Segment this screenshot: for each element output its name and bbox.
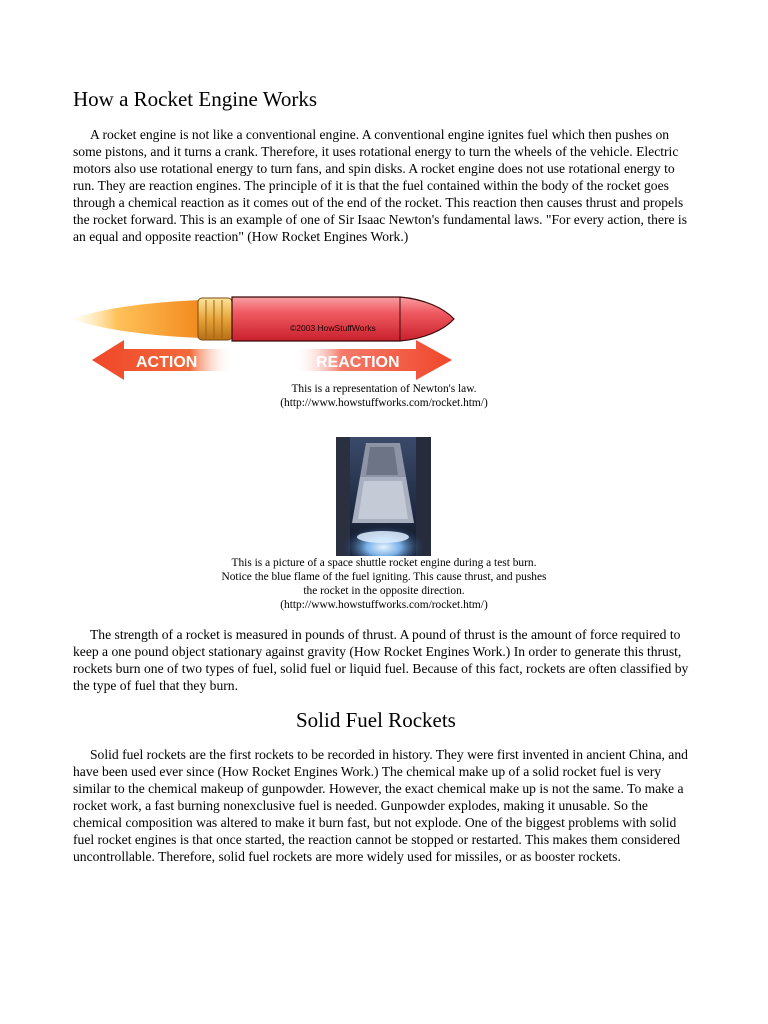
rocket-body [232,297,454,341]
rocket-action-reaction-diagram [72,294,456,386]
figure2-caption [174,556,594,612]
figure2-caption-line1: This is a picture of a space shuttle rocket engine during a test burn. [231,557,537,569]
figure1-caption-line2: (http://www.howstuffworks.com/rocket.htm/) [280,397,488,409]
intro-paragraph: A rocket engine is not like a conventional engine. A conventional engine ignites fuel which then pushes on some pistons, and it turns a crank. Therefore, it uses rotational energy to turn the wheels of the vehicle. Electric motors also use rotational energy to turn fans, and spin disks. A rocket engine does not use rotational energy to run. They are reaction engines. The principle of it is that the fuel contained within the body of the rocket goes through a chemical reaction as it comes out of the end of the rocket. This reaction then causes thrust and propels the rocket forward. This is an example of one of Sir Isaac Newton's fundamental laws. "For every action, there is an equal and opposite reaction" (How Rocket Engines Work.) [73,127,687,244]
flame-graphic [72,300,200,338]
figure1-caption-line1: This is a representation of Newton's law. [291,383,477,395]
reaction-label: REACTION [316,354,400,371]
solid-fuel-paragraph: Solid fuel rockets are the first rockets to be recorded in history. They were first invented in ancient China, and have been used ever since (How Rocket Engines Work.) The chemical make up of a solid rocket fuel is very similar to the chemical makeup of gunpowder. However, the exact chemical make up is not the same. To make a rocket work, a fast burning nonexclusive fuel is needed. Gunpowder explodes, making it unusable. So the chemical composition was altered to make it burn fast, but not explode. One of the biggest problems with solid fuel rocket engines is that once started, the reaction cannot be stopped or restarted. This makes them considered uncontrollable. Therefore, solid fuel rockets are more widely used for missiles, or as booster rockets. [73,747,688,864]
rocket-nozzle [198,298,232,340]
action-label: ACTION [136,354,198,371]
figure2-caption-line4: (http://www.howstuffworks.com/rocket.htm/) [280,599,488,611]
section-title-solid-fuel-rockets: Solid Fuel Rockets [296,708,456,732]
figure2-caption-line3: the rocket in the opposite direction. [303,585,465,597]
thrust-paragraph: The strength of a rocket is measured in pounds of thrust. A pound of thrust is the amount of force required to keep a one pound object stationary against gravity (How Rocket Engines Work.) In order to generate this thrust, rockets burn one of two types of fuel, solid fuel or liquid fuel. Because of this fact, rockets are often classified by the type of fuel that they burn. [73,627,689,693]
copyright-label: ©2003 HowStuffWorks [290,323,376,333]
figure1-caption [214,382,554,410]
figure2-caption-line2: Notice the blue flame of the fuel igniting. This cause thrust, and pushes [221,571,547,583]
shuttle-engine-photo [336,437,431,556]
section-title-how-rocket-engine-works: How a Rocket Engine Works [73,87,318,111]
